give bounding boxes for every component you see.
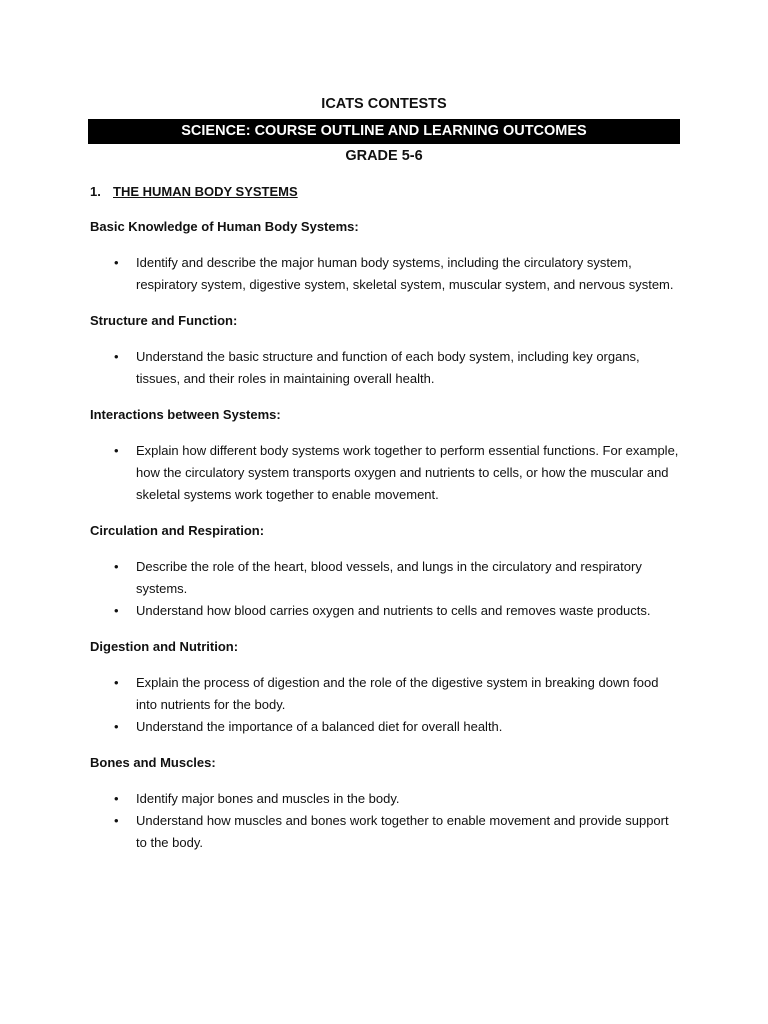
list-item-text: Explain how different body systems work together to perform essential functions. For example, how the circulatory system transports oxygen and nutrients to cells, or how the muscular and skeletal systems work together to enable movement. [136, 443, 679, 502]
course-banner: SCIENCE: COURSE OUTLINE AND LEARNING OUTCOMES [88, 119, 680, 144]
bullet-list [90, 252, 682, 296]
subsection-heading: Basic Knowledge of Human Body Systems: [90, 219, 359, 234]
bullet-list [90, 556, 682, 622]
list-item-text: Understand how muscles and bones work together to enable movement and provide support to the body. [136, 813, 669, 850]
section-heading [90, 182, 298, 202]
bullet-icon: • [114, 559, 119, 574]
list-item [90, 810, 682, 854]
list-item-text: Understand how blood carries oxygen and nutrients to cells and removes waste products. [136, 603, 651, 618]
subsection-heading: Digestion and Nutrition: [90, 639, 239, 654]
bullet-list [90, 346, 682, 390]
bullet-icon: • [114, 603, 119, 618]
bullet-icon: • [114, 443, 119, 458]
list-item-text: Understand the basic structure and function of each body system, including key organs, tissues, and their roles in maintaining overall health. [136, 349, 640, 386]
bullet-icon: • [114, 719, 119, 734]
section-content [90, 217, 682, 869]
bullet-icon: • [114, 813, 119, 828]
section-number: 1. [90, 184, 101, 199]
subsection-heading: Circulation and Respiration: [90, 523, 265, 538]
bullet-icon: • [114, 675, 119, 690]
bullet-icon: • [114, 255, 119, 270]
bullet-list [90, 672, 682, 738]
list-item-text: Understand the importance of a balanced diet for overall health. [136, 719, 503, 734]
bullet-icon: • [114, 349, 119, 364]
subsection-heading: Bones and Muscles: [90, 755, 216, 770]
list-item [90, 252, 682, 296]
list-item [90, 346, 682, 390]
list-item [90, 556, 682, 600]
bullet-list [90, 440, 682, 506]
bullet-list [90, 788, 682, 854]
list-item [90, 672, 682, 716]
list-item [90, 600, 682, 622]
bullet-icon: • [114, 791, 119, 806]
list-item [90, 716, 682, 738]
list-item-text: Explain the process of digestion and the role of the digestive system in breaking down food into nutrients for the body. [136, 675, 659, 712]
section-title: THE HUMAN BODY SYSTEMS [113, 184, 298, 199]
list-item [90, 788, 682, 810]
grade-heading: GRADE 5-6 [345, 148, 423, 164]
subsection-heading: Interactions between Systems: [90, 407, 281, 422]
subsection-heading: Structure and Function: [90, 313, 238, 328]
list-item-text: Identify major bones and muscles in the body. [136, 791, 400, 806]
list-item-text: Describe the role of the heart, blood vessels, and lungs in the circulatory and respiratory systems. [136, 559, 642, 596]
list-item-text: Identify and describe the major human body systems, including the circulatory system, respiratory system, digestive system, skeletal system, muscular system, and nervous system. [136, 255, 674, 292]
list-item [90, 440, 682, 506]
document-title: ICATS CONTESTS [321, 96, 447, 112]
